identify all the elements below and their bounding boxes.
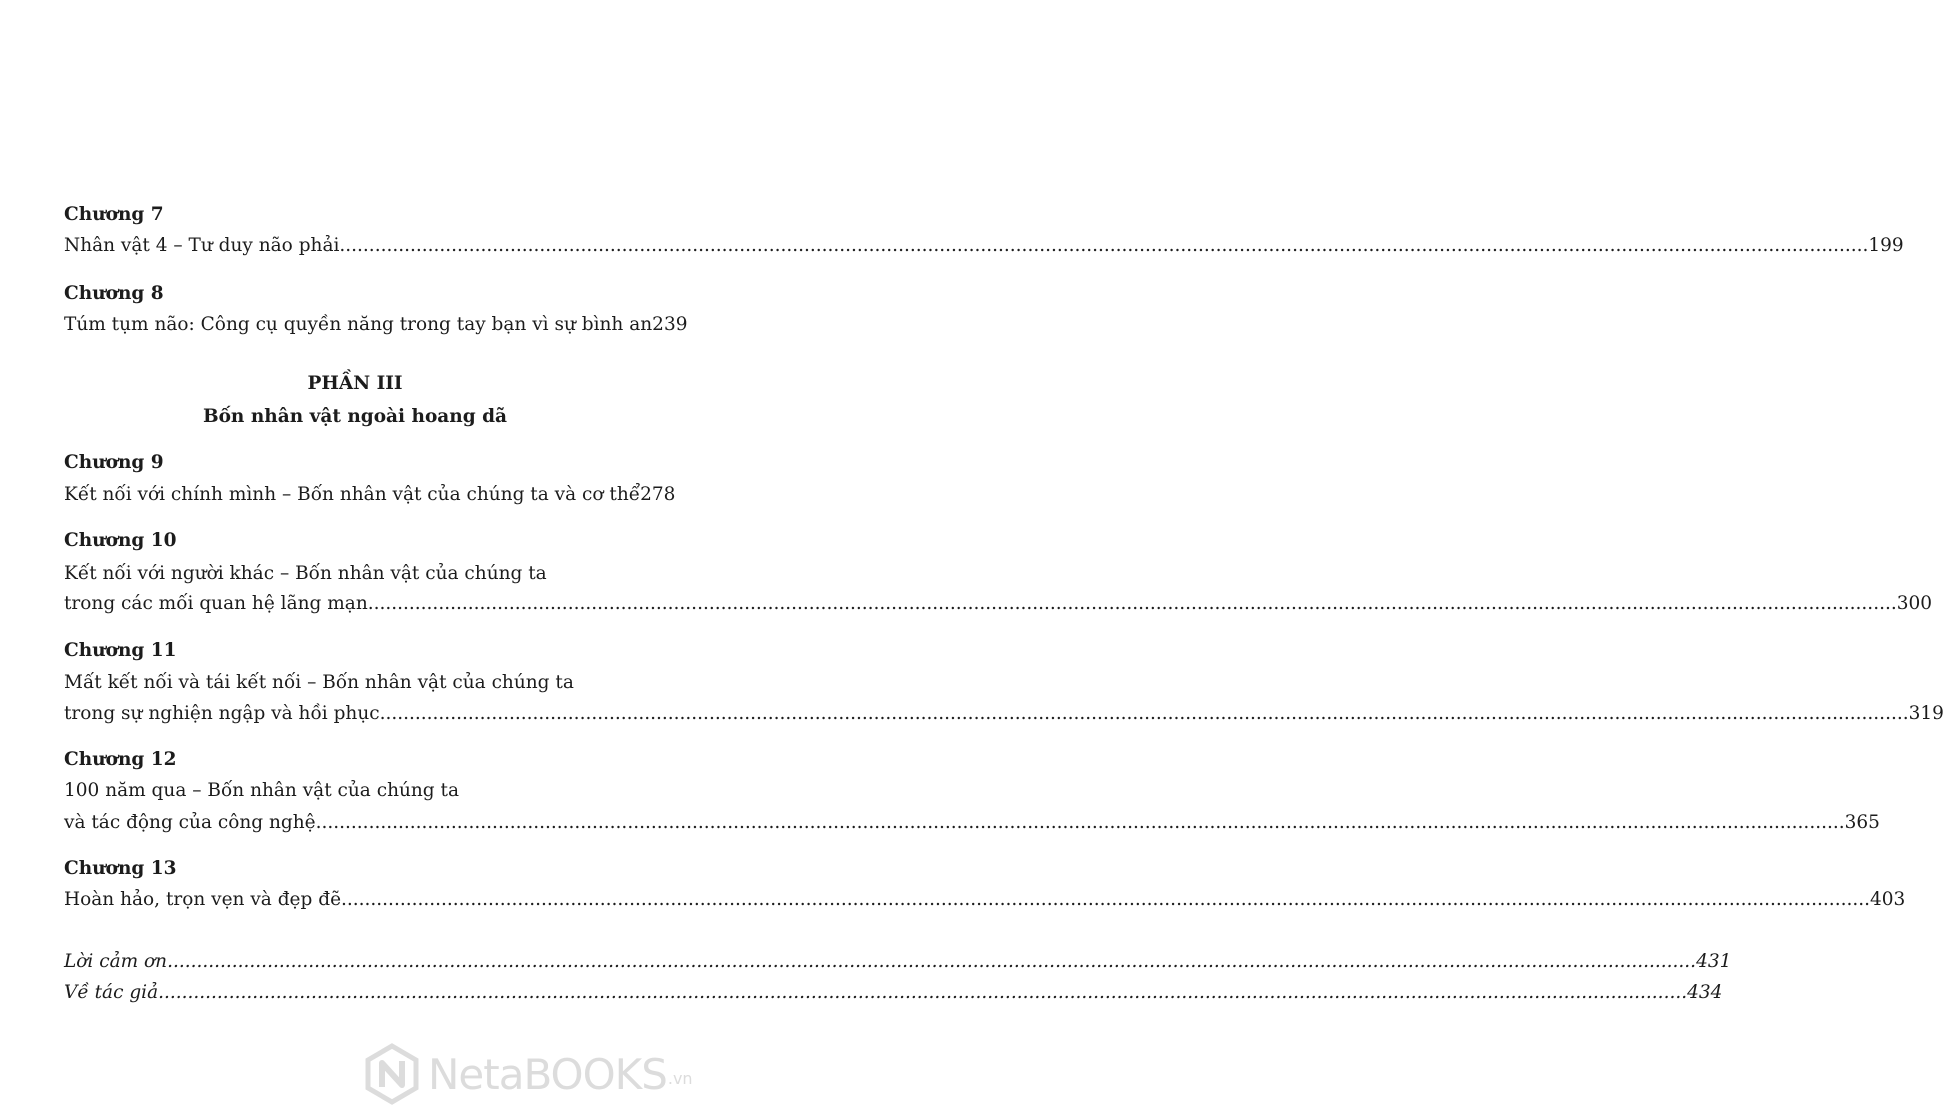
toc-entry-title: Túm tụm não: Công cụ quyền năng trong tay bạn vì sự bình an	[64, 314, 653, 335]
toc-entry-page: 199	[1868, 235, 1904, 256]
part-title: Bốn nhân vật ngoài hoang dã	[202, 406, 508, 427]
toc-entry-title: Nhân vật 4 – Tư duy não phải	[64, 235, 340, 256]
toc-entry[interactable]	[64, 811, 1880, 835]
toc-entry[interactable]	[64, 888, 1906, 912]
dot-leader	[339, 234, 1868, 258]
toc-entry[interactable]	[64, 702, 1944, 726]
watermark-brand: NetaBOOKS	[428, 1049, 667, 1099]
toc-entry[interactable]	[64, 234, 1904, 258]
toc-entry-title: trong sự nghiện ngập và hồi phục	[64, 703, 380, 724]
toc-entry-acknowledgements[interactable]	[64, 950, 1732, 974]
watermark-suffix: .vn	[667, 1069, 693, 1088]
toc-entry-title-line: 100 năm qua – Bốn nhân vật của chúng ta	[64, 780, 459, 801]
chapter-label: Chương 8	[64, 283, 164, 304]
toc-entry-about-author[interactable]	[64, 981, 1723, 1005]
dot-leader	[380, 702, 1909, 726]
toc-entry-title: Lời cảm ơn	[64, 951, 168, 972]
toc-entry-title: trong các mối quan hệ lãng mạn	[64, 593, 368, 614]
dot-leader	[158, 981, 1687, 1005]
dot-leader	[167, 950, 1696, 974]
toc-entry-page: 300	[1896, 593, 1933, 614]
chapter-label: Chương 11	[64, 640, 177, 661]
chapter-label: Chương 7	[64, 204, 164, 225]
toc-entry-page: 365	[1844, 812, 1880, 833]
chapter-label: Chương 13	[64, 858, 177, 879]
toc-entry-page: 278	[640, 484, 676, 505]
chapter-label: Chương 10	[64, 530, 177, 551]
dot-leader	[316, 811, 1845, 835]
chapter-label: Chương 12	[64, 749, 177, 770]
toc-entry-page: 319	[1908, 703, 1944, 724]
toc-entry-title: và tác động của công nghệ	[64, 812, 316, 833]
n-hexagon-logo-icon	[364, 1043, 420, 1105]
toc-entry-title: Về tác giả	[64, 982, 159, 1003]
toc-entry-title-line: Kết nối với người khác – Bốn nhân vật của chúng ta	[64, 563, 547, 584]
toc-entry-title: Kết nối với chính mình – Bốn nhân vật của chúng ta và cơ thể	[64, 484, 641, 505]
toc-entry-page: 239	[652, 314, 688, 335]
part-number: PHẦN III	[307, 373, 403, 394]
toc-entry[interactable]	[64, 313, 688, 337]
toc-entry-page: 403	[1869, 889, 1906, 910]
toc-entry-title-line: Mất kết nối và tái kết nối – Bốn nhân vật của chúng ta	[64, 672, 574, 693]
toc-entry-title: Hoàn hảo, trọn vẹn và đẹp đẽ	[64, 889, 342, 910]
dot-leader	[368, 592, 1897, 616]
watermark	[364, 1040, 693, 1108]
chapter-label: Chương 9	[64, 452, 164, 473]
toc-entry[interactable]	[64, 483, 676, 507]
dot-leader	[341, 888, 1870, 912]
toc-entry-page: 431	[1696, 951, 1732, 972]
toc-entry-page: 434	[1687, 982, 1723, 1003]
toc-entry[interactable]	[64, 592, 1933, 616]
